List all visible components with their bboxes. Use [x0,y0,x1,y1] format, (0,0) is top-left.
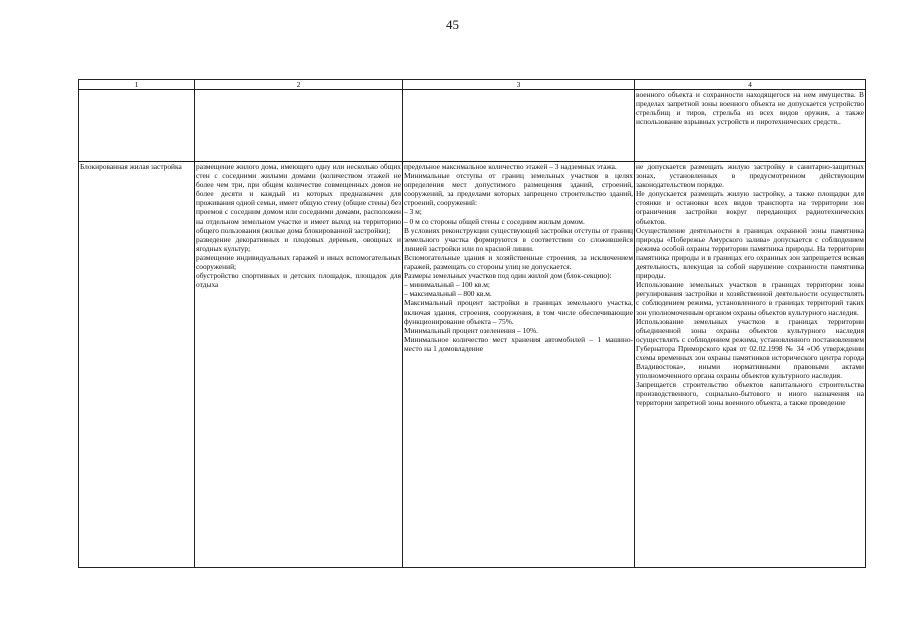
page-number: 45 [446,17,459,32]
row1-cell-4 [635,90,866,162]
permitted-use-2: разведение декоративных и плодовых деревьев, овощных и ягодных культур; [196,234,401,253]
row1-cell-3 [403,90,635,162]
restriction-2: Не допускается размещать жилую застройку, а также площадки для стоянки и остановки всех видов транспорта на территории зон ограничения застройки вокруг передающих радиотехнических объектов. [636,189,864,226]
table-row-continuation [79,90,866,162]
parameter-9: – максимальный – 800 кв.м. [404,289,492,299]
header-cell-3: 3 [403,80,635,90]
parameter-1: предельное максимальное количество этажей – 3 надземных этажа. [404,162,617,171]
row1-col4-paragraph: военного объекта и сохранности находящегося на нем имущества. В пределах запретной зоны военного объекта не допускается устройство стрельбищ и тиров, стрельба из всех видов оружия, а также использование взрывных устройств и пиротехнических средств.. [636,90,864,127]
parameter-6: Вспомогательные здания и хозяйственные строения, за исключением гаражей, размещать со стороны улиц не допускается. [404,252,633,272]
header-cell-2: 2 [195,80,403,90]
restriction-3: Осуществление деятельности в границах охранной зоны памятника природы «Побережье Амурского залива» допускается с соблюдением режима особой охраны территории памятника природы. На территории памятника природы и в границах его охранных зон запрещается всякая деятельность, влекущая за собой нарушение сохранности памятника природы. [636,225,864,281]
parameter-11: Минимальный процент озеленения – 10%. [404,325,538,335]
restriction-6: Запрещается строительство объектов капитального строительства производственного, социально-бытового и иного назначения на территории запретной зоны военного объекта, а также проведение [636,380,864,408]
row1-cell-2 [195,90,403,162]
land-use-type: Блокированная жилая застройка [80,162,182,171]
restriction-1: не допускается размещать жилую застройку в санитарно-защитных зонах, установленных в предусмотренном действующим законодательством порядке. [636,162,864,190]
parameter-10: Максимальный процент застройки в границах земельного участка, включая здания, строения, сооружения, в том числе обеспечивающие функционирование объекта – 75%. [404,298,633,326]
row2-cell-2 [195,162,403,568]
regulations-table [78,79,866,568]
permitted-use-4: обустройство спортивных и детских площадок, площадок для отдыха [196,271,401,290]
header-cell-4: 4 [635,80,866,90]
parameter-5: В условиях реконструкции существующей застройки отступы от границ земельного участка формируются в соответствии со сложившейся линией застройки или по красной линии. [404,225,633,253]
permitted-use-3: размещение индивидуальных гаражей и иных вспомогательных сооружений; [196,252,401,272]
parameter-2: Минимальные отступы от границ земельных участков в целях определения мест допустимого размещения зданий, строений, сооружений, за пределами которых запрещено строительство зданий, строений, сооружений: [404,171,633,208]
row2-cell-3 [403,162,635,568]
permitted-use-1: размещение жилого дома, имеющего одну или несколько общих стен с соседними жилыми домами (количеством этажей не более чем три, при общем количестве совмещенных домов не более десяти и каждый из которых предназначен для проживания одной семьи, имеет общую стену (общие стены) без проемов с соседним домом или соседними домами, расположен на отдельном земельном участке и имеет выход на территорию общего пользования (жилые дома блокированной застройки); [196,162,401,235]
table-row-blocked-housing [79,162,866,568]
row2-cell-4 [635,162,866,568]
parameter-8: – минимальный – 100 кв.м; [404,280,490,290]
parameter-7: Размеры земельных участков под один жилой дом (блок-секцию): [404,271,612,281]
parameter-3: – 3 м; [404,207,422,217]
parameter-12: Минимальное количество мест хранения автомобилей – 1 машино-место на 1 домовладение [404,334,633,353]
parameter-4: – 0 м со стороны общей стены с соседним жилым домом. [404,216,585,226]
table-header-row [79,80,866,90]
row1-cell-1 [79,90,195,162]
row2-cell-1 [79,162,195,568]
restriction-5: Использование земельных участков в границах территории объединенной зоны охраны объектов культурного наследия осуществлять с соблюдением режима, установленного постановлением Губернатора Приморского края от 02.02.1998 № 34 «Об утверждении схемы временных зон охраны памятников исторического центра города Владивостока», иными нормативными правовыми актами уполномоченного органа охраны объектов культурного наследия. [636,316,864,381]
restriction-4: Использование земельных участков в границах территории зоны регулирования застройки и хозяйственной деятельности осуществлять с соблюдением режима, установленного в границах территорий таких зон уполномоченным органом охраны объектов культурного наследия. [636,280,864,317]
header-cell-1: 1 [79,80,195,90]
